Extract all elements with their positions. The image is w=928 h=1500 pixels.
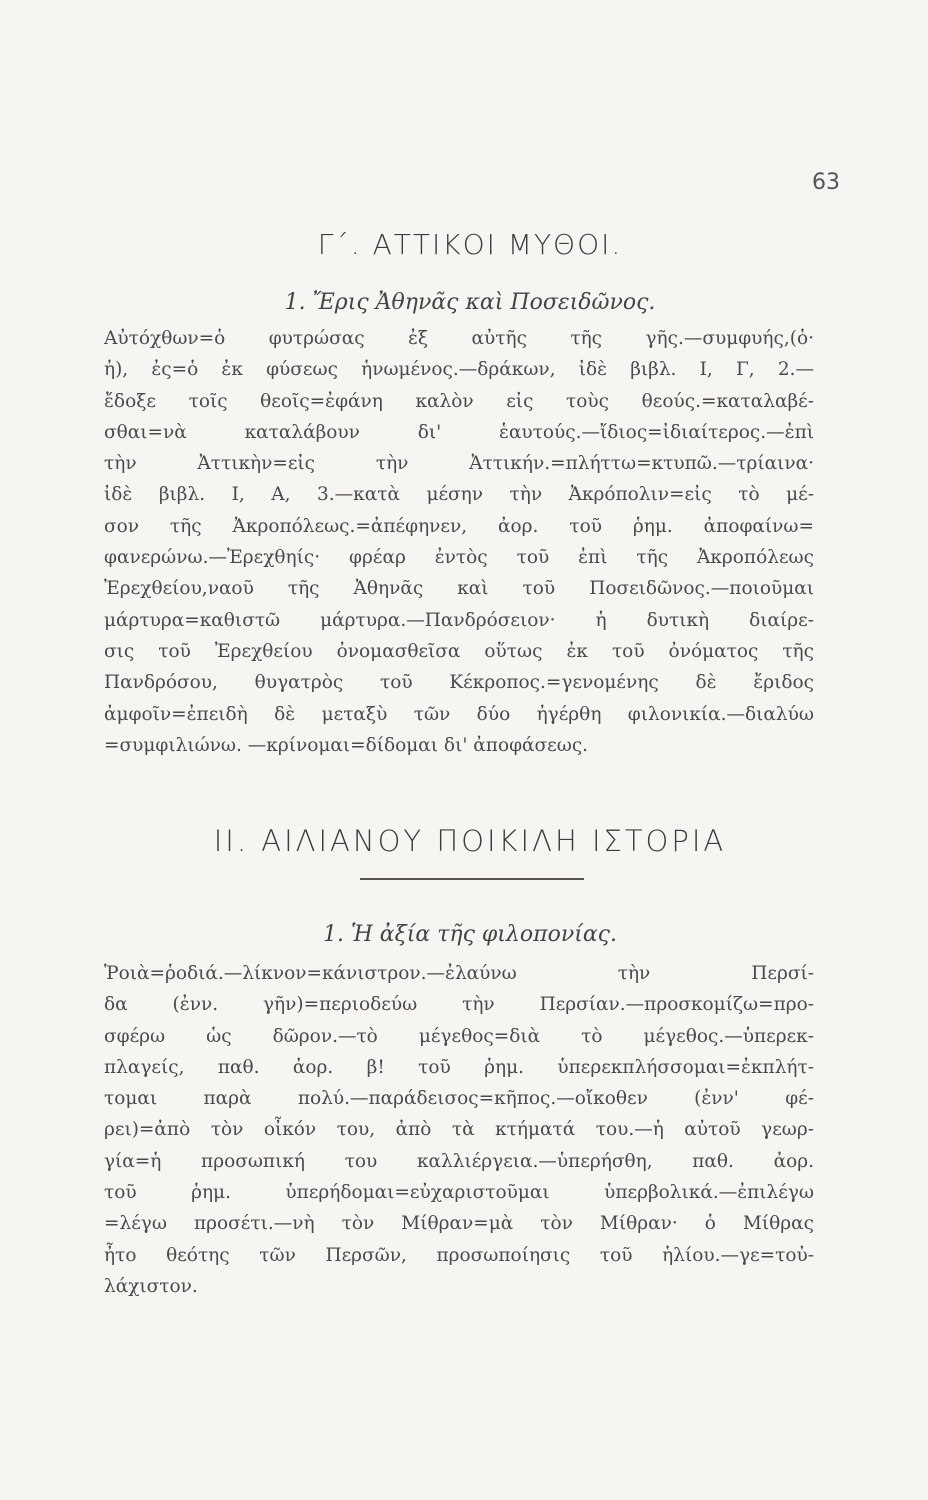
text-line: ἰδὲ βιβλ. Ι, Α, 3.—κατὰ μέσην τὴν Ἀκρόπολιν=εἰς τὸ μέ- — [104, 484, 814, 506]
subsection-title-value-of-industry: 1. Ἡ ἀξία τῆς φιλοπονίας. — [322, 922, 617, 947]
text-line: λάχιστον. — [104, 1275, 198, 1297]
text-line: ἔδοξε τοῖς θεοῖς=ἐφάνη καλὸν εἰς τοὺς θεούς.=καταλαβέ- — [104, 390, 814, 412]
section-title-aelian: ΙΙ. ΑΙΛΙΑΝΟΥ ΠΟΙΚΙΛΗ ΙΣΤΟΡΙΑ — [213, 824, 727, 858]
text-line: =λέγω προσέτι.—νὴ τὸν Μίθραν=μὰ τὸν Μίθραν· ὁ Μίθρας — [104, 1213, 814, 1235]
text-line: ρει)=ἀπὸ τὸν οἶκόν του, ἀπὸ τὰ κτήματά του.—ἡ αὐτοῦ γεωρ- — [104, 1119, 814, 1141]
subsection-title-athena-poseidon: 1. Ἔρις Ἀθηνᾶς καὶ Ποσειδῶνος. — [284, 290, 656, 315]
text-line: Πανδρόσου, θυγατρὸς τοῦ Κέκροπος.=γενομένης δὲ ἔριδος — [104, 672, 814, 694]
text-line: σον τῆς Ἀκροπόλεως.=ἀπέφηνεν, ἀορ. τοῦ ῥημ. ἀποφαίνω= — [104, 515, 814, 537]
text-line: τοῦ ῥημ. ὑπερήδομαι=εὐχαριστοῦμαι ὑπερβολικά.—ἐπιλέγω — [104, 1182, 814, 1204]
divider — [360, 878, 584, 880]
page-number: 63 — [812, 170, 840, 195]
text-line: τὴν Ἀττικὴν=εἰς τὴν Ἀττικήν.=πλήττω=κτυπῶ.—τρίαινα· — [104, 453, 814, 475]
text-line: =συμφιλιώνω. —κρίνομαι=δίδομαι δι' ἀποφάσεως. — [104, 734, 589, 756]
text-line: τομαι παρὰ πολύ.—παράδεισος=κῆπος.—οἴκοθεν (ἐνν' φέ- — [104, 1088, 814, 1110]
text-line: πλαγείς, παθ. ἀορ. β! τοῦ ῥημ. ὑπερεκπλήσσομαι=ἐκπλήτ- — [104, 1056, 814, 1078]
glossary-text-1 — [104, 323, 814, 761]
text-line: μάρτυρα=καθιστῶ μάρτυρα.—Πανδρόσειον· ἡ δυτικὴ διαίρε- — [104, 609, 814, 631]
text-line: γία=ἡ προσωπική του καλλιέργεια.—ὑπερήσθη, παθ. ἀορ. — [104, 1150, 814, 1172]
text-line: Αὐτόχθων=ὁ φυτρώσας ἐξ αὐτῆς τῆς γῆς.—συμφυής,(ὁ· — [104, 328, 814, 349]
text-line: ἀμφοῖν=ἐπειδὴ δὲ μεταξὺ τῶν δύο ἠγέρθη φιλονικία.—διαλύω — [104, 703, 814, 725]
text-line: φανερώνω.—Ἐρεχθηίς· φρέαρ ἐντὸς τοῦ ἐπὶ τῆς Ἀκροπόλεως — [104, 547, 814, 569]
text-line: ἦτο θεότης τῶν Περσῶν, προσωποίησις τοῦ ἡλίου.—γε=τοὐ- — [104, 1244, 814, 1266]
section-title-attic-myths: Γ΄. ΑΤΤΙΚΟΙ ΜΥΘΟΙ. — [317, 228, 623, 261]
text-line: Ἐρεχθείου,ναοῦ τῆς Ἀθηνᾶς καὶ τοῦ Ποσειδῶνος.—ποιοῦμαι — [104, 578, 814, 600]
text-line: Ῥοιὰ=ῥοδιά.—λίκνον=κάνιστρον.—ἐλαύνω τὴν Περσί- — [104, 963, 814, 984]
text-line: σις τοῦ Ἐρεχθείου ὀνομασθεῖσα οὕτως ἐκ τοῦ ὀνόματος τῆς — [104, 640, 814, 662]
text-line: σφέρω ὡς δῶρον.—τὸ μέγεθος=διὰ τὸ μέγεθος.—ὑπερεκ- — [104, 1025, 814, 1047]
text-line: σθαι=νὰ καταλάβουν δι' ἑαυτούς.—ἴδιος=ἰδιαίτερος.—ἐπὶ — [104, 421, 814, 443]
text-line: δα (ἐνν. γῆν)=περιοδεύω τὴν Περσίαν.—προσκομίζω=προ- — [104, 994, 814, 1016]
text-line: ἡ), ἐς=ὁ ἐκ φύσεως ἡνωμένος.—δράκων, ἰδὲ βιβλ. Ι, Γ, 2.— — [104, 359, 814, 381]
glossary-text-2 — [104, 958, 814, 1302]
